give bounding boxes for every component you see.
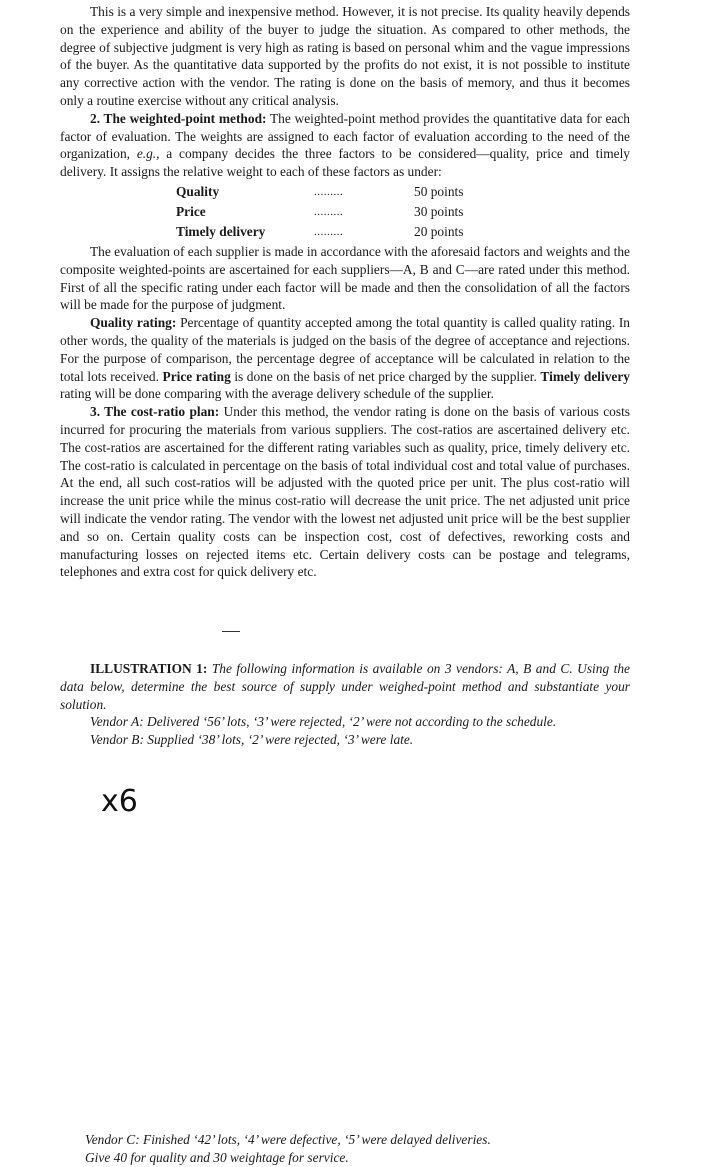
weights-row <box>176 202 476 222</box>
weights-table <box>176 182 476 242</box>
vendor-a-line: Vendor A: Delivered ‘56’ lots, ‘3’ were rejected, ‘2’ were not according to the schedule. <box>90 714 557 730</box>
illustration-intro <box>60 660 630 713</box>
factor-label: Quality <box>176 183 220 199</box>
paragraph-subjective-method: This is a very simple and inexpensive method. However, it is not precise. Its quality heavily depends on the experience and ability of the buyer to judge the situation. As compared to other methods, the degree of subjective judgment is very high as rating is based on personal whim and the vague impressions of the buyer. As the quantitative data supported by the profits do not exist, it is not possible to institute any corrective action with the vendor. The rating is done on the basis of memory, and thus it becomes only a routine exercise without any critical analysis. <box>60 4 630 108</box>
weighted-point-heading: 2. The weighted-point method: <box>90 110 267 126</box>
illustration-text: The following information is available on 3 vendors: A, B and C. Using the data below, determine the best source of supply under weighed-point method and substantiate your solution. <box>60 661 630 712</box>
timely-delivery-heading: Timely delivery <box>540 368 630 384</box>
cost-ratio-text: Under this method, the vendor rating is done on the basis of various costs incurred for procuring the materials from various suppliers. The cost-ratios are ascertained delivery etc. The cost-ratios are ascertained for the different rating variables such as quality, price, timely delivery etc. The cost-ratio is calculated in percentage on the basis of total individual cost and total value of purchases. At the end, all such cost-ratios will be adjusted with the quoted price per unit. The plus cost-ratio will increase the unit price while the minus cost-ratio will decrease the unit price. The net adjusted unit price will indicate the vendor rating. The vendor with the lowest net adjusted unit price will be the best supplier and so on. Certain quality costs can be inspection cost, cost of defectives, reworking costs and manufacturing losses on rejected items etc. Certain delivery costs can be postage and telegrams, telephones and extra cost for quick delivery etc. <box>60 404 630 580</box>
points-value: 50 points <box>414 183 464 199</box>
leader-dots: ......... <box>314 185 344 198</box>
paragraph-quality-rating <box>60 314 630 403</box>
bottom-block <box>85 1131 645 1167</box>
weighted-point-text-2: a company decides the three factors to be considered—quality, price and timely delivery. It assigns the relative weight to each of these factors as under: <box>60 146 630 180</box>
paragraph-weighted-point-method <box>60 110 630 181</box>
leader-dots: ......... <box>314 225 344 238</box>
weightage-note: Give 40 for quality and 30 weightage for service. <box>85 1149 349 1165</box>
price-rating-heading: Price rating <box>162 368 231 384</box>
quality-rating-text: Percentage of quantity accepted among the total quantity is called quality rating. In other words, the quality of the materials is judged on the basis of the degree of acceptance and rejections. For the purpose of comparison, the percentage degree of acceptance will be calculated in relation to the total lots received. <box>60 315 631 384</box>
vendor-c-line: Vendor C: Finished ‘42’ lots, ‘4’ were defective, ‘5’ were delayed deliveries. <box>85 1132 491 1147</box>
quality-rating-heading: Quality rating: <box>90 315 177 331</box>
vendor-b-line: Vendor B: Supplied ‘38’ lots, ‘2’ were rejected, ‘3’ were late. <box>90 732 414 748</box>
illustration-block <box>60 660 630 749</box>
eg-text: e.g., <box>136 146 160 162</box>
factor-label: Timely delivery <box>176 223 266 239</box>
weights-row <box>176 182 476 202</box>
points-value: 20 points <box>414 223 464 239</box>
timely-delivery-text: rating will be done comparing with the average delivery schedule of the supplier. <box>60 386 494 402</box>
page-content <box>60 3 630 581</box>
paragraph-evaluation: The evaluation of each supplier is made in accordance with the aforesaid factors and weights and the composite weighted-points are ascertained for each suppliers—A, B and C—are rated under this method. First of all the specific rating under each factor will be made and then the consolidation of all the factors will be made for the purpose of judgment. <box>60 243 630 313</box>
weights-row <box>176 222 476 242</box>
factor-label: Price <box>176 203 206 219</box>
weighted-point-text: The weighted-point method provides the quantitative data for each factor of evaluation. The weights are assigned to each factor of evaluation according to the need of the organization, <box>60 110 630 162</box>
paragraph-cost-ratio-plan <box>60 403 630 581</box>
price-rating-text: is done on the basis of net price charged by the supplier. <box>230 368 541 384</box>
points-value: 30 points <box>414 203 464 219</box>
leader-dots: ......... <box>314 205 344 218</box>
illustration-heading: ILLUSTRATION 1: <box>90 661 208 676</box>
separator-mark <box>222 631 240 632</box>
handwritten-note: x6 <box>101 784 138 819</box>
cost-ratio-heading: 3. The cost-ratio plan: <box>90 404 220 420</box>
